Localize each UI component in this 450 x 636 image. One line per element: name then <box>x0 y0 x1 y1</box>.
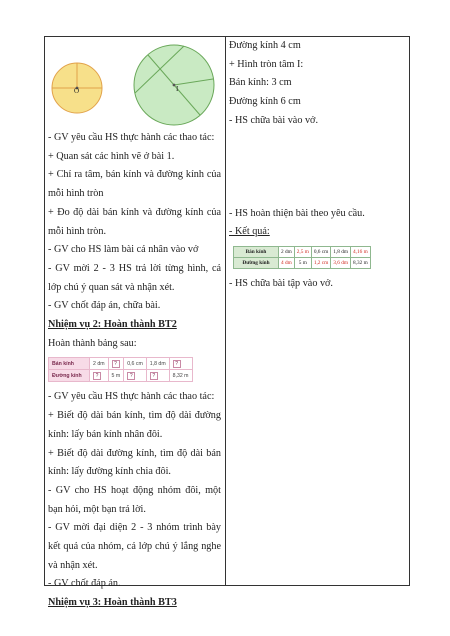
bt2-cell: ? <box>169 358 192 370</box>
circle-i-label: I <box>176 85 179 93</box>
bt2-cell: 1,8 dm <box>146 358 169 370</box>
left-line: - GV yêu cầu HS thực hành các thao tác: <box>48 391 215 403</box>
left-line: - GV cho HS làm bài cá nhân vào vở <box>48 244 199 256</box>
left-line: - GV chốt đáp án, chữa bài. <box>48 300 161 312</box>
left-line: bạn hỏi, một bạn trả lời. <box>48 503 146 515</box>
right-line: - HS chữa bài tập vào vở. <box>229 277 333 289</box>
result-cell: 0,6 cm <box>311 246 330 257</box>
left-line: kính: lấy đường kính chia đôi. <box>48 466 171 478</box>
task2-intro: Hoàn thành bảng sau: <box>48 337 137 349</box>
circle-o-label: O <box>74 87 80 95</box>
teacher-activity-column <box>48 37 221 613</box>
bt2-cell: 0,6 cm <box>124 358 147 370</box>
left-line: + Đo độ dài bán kính và đường kính của <box>48 206 221 218</box>
left-line: kính: lấy bán kính nhân đôi. <box>48 428 163 440</box>
column-divider <box>225 37 226 585</box>
left-line: lớp chú ý quan sát và nhận xét. <box>48 281 175 293</box>
result-cell-answer: 1,2 cm <box>311 257 330 268</box>
result-row-radius <box>234 246 371 257</box>
bt2-cell: ? <box>90 370 109 382</box>
spacer <box>229 131 409 205</box>
left-line: mỗi hình tròn <box>48 188 104 200</box>
bt2-cell: 8,32 m <box>169 370 192 382</box>
left-line: - GV yêu cầu HS thực hành các thao tác: <box>48 132 215 143</box>
left-line: - GV chốt đáp án. <box>48 578 121 590</box>
left-line: và nhận xét. <box>48 559 98 571</box>
lesson-table <box>44 36 410 609</box>
circle-figures <box>48 37 221 129</box>
result-row-diameter <box>234 257 371 268</box>
circle-figures-svg <box>48 37 224 129</box>
bt2-cell: ? <box>124 370 147 382</box>
circle-i-center <box>173 84 176 87</box>
right-line: Bán kính: 3 cm <box>229 77 292 89</box>
result-head: Đường kính <box>234 257 279 268</box>
bt2-cell: ? <box>146 370 169 382</box>
result-cell: 1,8 dm <box>331 246 351 257</box>
bt2-cell: ? <box>108 358 124 370</box>
left-line: + Quan sát các hình vẽ ở bài 1. <box>48 150 175 162</box>
bt2-table <box>48 357 193 382</box>
result-cell-answer: 2,5 m <box>294 246 311 257</box>
right-line: Đường kính 4 cm <box>229 40 301 51</box>
task2-title: Nhiệm vụ 2: Hoàn thành BT2 <box>48 319 177 331</box>
right-line: - HS chữa bài vào vở. <box>229 114 318 126</box>
student-activity-column <box>229 37 409 294</box>
bt2-row-radius <box>49 358 193 370</box>
result-cell-answer: 4 dm <box>279 257 295 268</box>
left-line: + Biết độ dài đường kính, tìm độ dài bán <box>48 447 221 459</box>
task3-title: Nhiệm vụ 3: Hoàn thành BT3 <box>48 597 177 609</box>
left-line: + Chỉ ra tâm, bán kính và đường kính của <box>48 169 221 181</box>
left-line: + Biết độ dài bán kính, tìm độ dài đường <box>48 410 221 422</box>
bt2-cell: 2 dm <box>90 358 109 370</box>
left-line: - GV cho HS hoạt động nhóm đôi, một <box>48 484 221 496</box>
bt2-head: Đường kính <box>49 370 90 382</box>
result-cell: 2 dm <box>279 246 295 257</box>
result-cell: 8,32 m <box>350 257 370 268</box>
result-label: - Kết quả: <box>229 226 270 238</box>
bt2-cell: 5 m <box>108 370 124 382</box>
left-line: - GV mời đại diện 2 - 3 nhóm trình bày <box>48 522 221 534</box>
left-line: mỗi hình tròn. <box>48 225 107 237</box>
right-line: + Hình tròn tâm I: <box>229 58 304 70</box>
result-cell: 5 m <box>294 257 311 268</box>
result-head: Bán kính <box>234 246 279 257</box>
right-line: Đường kính 6 cm <box>229 96 301 108</box>
result-cell-answer: 4,16 m <box>350 246 370 257</box>
result-cell-answer: 3,6 dm <box>331 257 351 268</box>
left-line: - GV mời 2 - 3 HS trả lời từng hình, cả <box>48 262 221 274</box>
left-line: kết quả của nhóm, cả lớp chú ý lắng nghe <box>48 541 221 553</box>
result-table <box>233 246 371 269</box>
bt2-row-diameter <box>49 370 193 382</box>
right-line: - HS hoàn thiện bài theo yêu cầu. <box>229 207 365 219</box>
bt2-head: Bán kính <box>49 358 90 370</box>
